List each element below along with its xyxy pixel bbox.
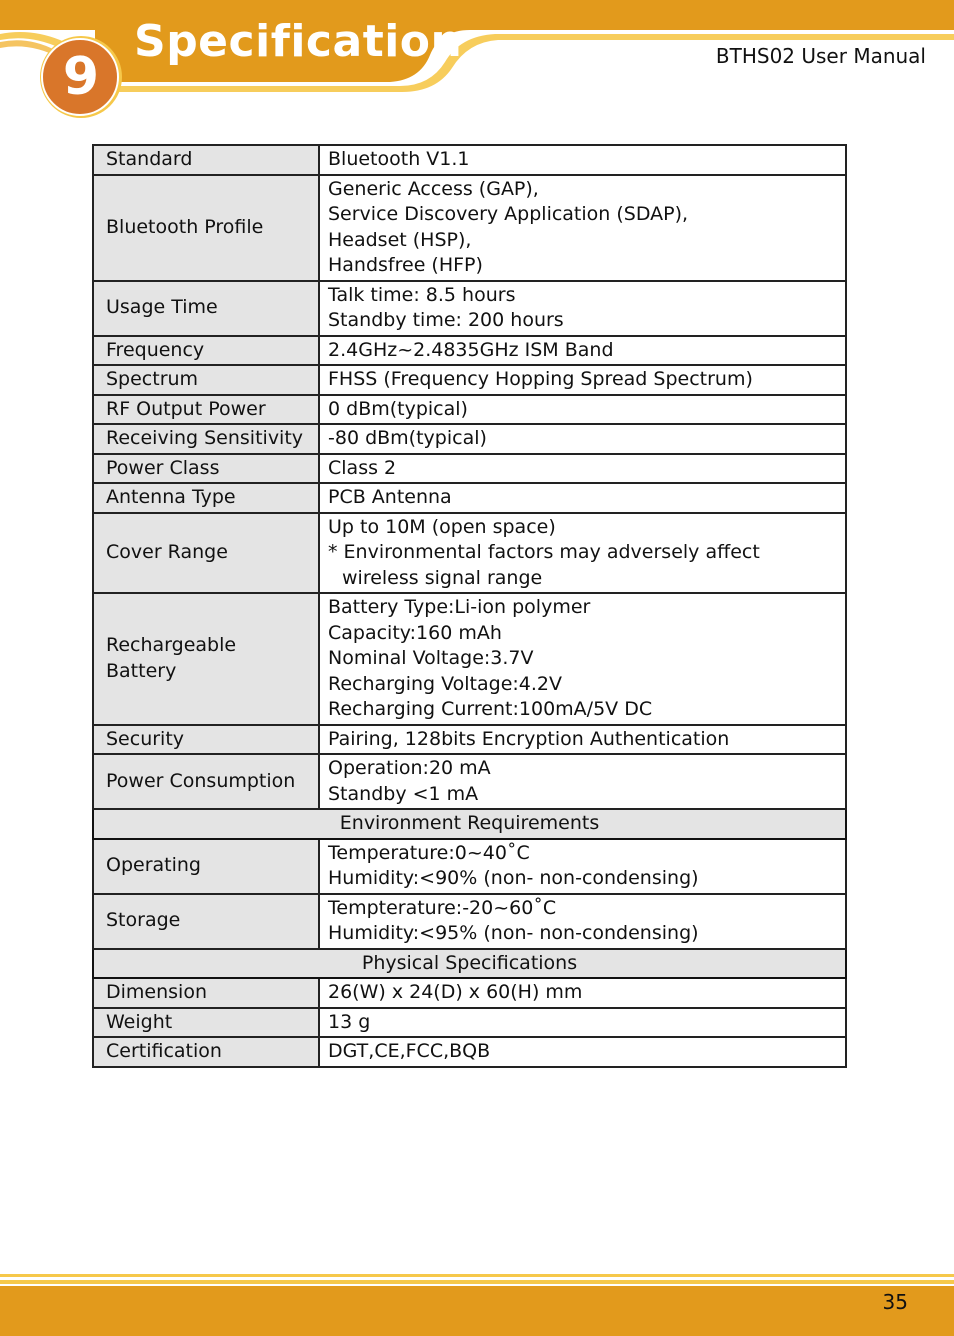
spec-value-line: Operation:20 mA	[328, 757, 491, 779]
spec-label	[93, 281, 319, 336]
spec-label	[93, 424, 319, 454]
spec-value-line: Recharging Current:100mA/5V DC	[328, 698, 653, 720]
spec-label-line: Antenna Type	[106, 486, 236, 508]
spec-label	[93, 593, 319, 725]
spec-value	[319, 725, 846, 755]
spec-row	[93, 365, 846, 395]
spec-row	[93, 1037, 846, 1067]
spec-row	[93, 839, 846, 894]
spec-label-line: Certification	[106, 1040, 222, 1062]
section-heading: Environment Requirements	[93, 809, 846, 839]
spec-label	[93, 395, 319, 425]
spec-label	[93, 145, 319, 175]
chapter-number-badge: 9	[62, 47, 100, 107]
spec-label-line: Rechargeable	[106, 634, 237, 657]
spec-value-line: Humidity:<90% (non- non-condensing)	[328, 867, 699, 889]
spec-value-line: 0 dBm(typical)	[328, 397, 468, 420]
spec-value	[319, 1037, 846, 1067]
spec-row	[93, 175, 846, 281]
spec-row	[93, 454, 846, 484]
spec-label	[93, 483, 319, 513]
spec-value-line: Up to 10M (open space)	[328, 515, 556, 538]
spec-row	[93, 593, 846, 725]
spec-value-line: Nominal Voltage:3.7V	[328, 647, 534, 669]
spec-row	[93, 894, 846, 949]
spec-label	[93, 454, 319, 484]
spec-label-line: Frequency	[106, 338, 205, 361]
spec-label-line: Spectrum	[106, 368, 199, 390]
spec-value-line: Recharging Voltage:4.2V	[328, 672, 563, 695]
spec-label-line: Battery	[106, 659, 177, 682]
spec-value	[319, 454, 846, 484]
spec-value-line: Capacity:160 mAh	[328, 621, 502, 644]
spec-value-line: Service Discovery Application (SDAP),	[328, 203, 689, 225]
spec-value-line: Talk time: 8.5 hours	[328, 283, 516, 306]
spec-value-line: -80 dBm(typical)	[328, 427, 487, 449]
spec-row	[93, 281, 846, 336]
spec-label-line: Usage Time	[106, 296, 218, 319]
spec-label	[93, 175, 319, 281]
spec-value	[319, 395, 846, 425]
spec-label-line: Weight	[106, 1010, 173, 1033]
spec-value-line: FHSS (Frequency Hopping Spread Spectrum)	[328, 368, 753, 390]
spec-row	[93, 978, 846, 1008]
spec-value-line: Temperature:0~40˚C	[328, 841, 530, 864]
spec-value	[319, 754, 846, 809]
spec-label-line: Power Consumption	[106, 769, 296, 792]
spec-value	[319, 336, 846, 366]
spec-label	[93, 1008, 319, 1038]
section-row	[93, 949, 846, 979]
spec-value	[319, 593, 846, 725]
spec-value-line: Standby time: 200 hours	[328, 309, 564, 331]
spec-label	[93, 894, 319, 949]
spec-value-line: Headset (HSP),	[328, 228, 472, 251]
spec-label	[93, 1037, 319, 1067]
spec-label-line: Dimension	[106, 981, 207, 1003]
spec-label-line: Security	[106, 727, 185, 750]
spec-value	[319, 175, 846, 281]
spec-row	[93, 754, 846, 809]
spec-value-line: DGT,CE,FCC,BQB	[328, 1040, 491, 1062]
spec-label-line: Standard	[106, 148, 193, 170]
manual-name: BTHS02 User Manual	[715, 44, 926, 68]
spec-value-line: Bluetooth V1.1	[328, 148, 470, 170]
spec-label	[93, 725, 319, 755]
spec-row	[93, 336, 846, 366]
spec-value-line: 13 g	[328, 1010, 371, 1033]
spec-label-line: Receiving Sensitivity	[106, 427, 304, 449]
spec-value-line: Class 2	[328, 456, 397, 479]
spec-value	[319, 145, 846, 175]
section-row	[93, 809, 846, 839]
spec-value-line: Tempterature:-20~60˚C	[328, 896, 557, 919]
spec-label	[93, 513, 319, 594]
spec-label	[93, 839, 319, 894]
spec-value	[319, 281, 846, 336]
spec-label-line: Operating	[106, 854, 201, 877]
spec-label-line: Cover Range	[106, 541, 228, 563]
spec-row	[93, 513, 846, 594]
spec-label	[93, 978, 319, 1008]
spec-value	[319, 483, 846, 513]
chapter-title: Specification	[134, 16, 463, 67]
footer-banner	[0, 1268, 954, 1336]
spec-row	[93, 483, 846, 513]
spec-value-line: Standby <1 mA	[328, 782, 479, 805]
page-number: 35	[882, 1290, 908, 1314]
spec-value-line: Humidity:<95% (non- non-condensing)	[328, 922, 699, 944]
spec-value	[319, 365, 846, 395]
spec-label-line: Bluetooth Profile	[106, 215, 264, 238]
spec-row	[93, 424, 846, 454]
spec-label-line: Power Class	[106, 456, 220, 479]
spec-row	[93, 395, 846, 425]
spec-value-line: * Environmental factors may adversely affect	[328, 541, 760, 563]
spec-value-line: Pairing, 128bits Encryption Authentication	[328, 727, 730, 750]
specification-table	[92, 144, 847, 1068]
spec-value-line: 26(W) x 24(D) x 60(H) mm	[328, 981, 583, 1003]
spec-value-line: Generic Access (GAP),	[328, 177, 539, 200]
spec-value	[319, 839, 846, 894]
spec-label	[93, 336, 319, 366]
spec-label	[93, 754, 319, 809]
spec-value-line: wireless signal range	[342, 566, 543, 589]
spec-row	[93, 145, 846, 175]
spec-value-line: 2.4GHz~2.4835GHz ISM Band	[328, 338, 614, 361]
spec-label-line: RF Output Power	[106, 397, 266, 420]
spec-row	[93, 1008, 846, 1038]
spec-value	[319, 978, 846, 1008]
spec-value-line: Handsfree (HFP)	[328, 254, 483, 276]
spec-value-line: PCB Antenna	[328, 486, 452, 508]
spec-value	[319, 894, 846, 949]
spec-label	[93, 365, 319, 395]
spec-row	[93, 725, 846, 755]
spec-value	[319, 1008, 846, 1038]
spec-value	[319, 424, 846, 454]
spec-value	[319, 513, 846, 594]
spec-value-line: Battery Type:Li-ion polymer	[328, 596, 591, 618]
spec-label-line: Storage	[106, 909, 181, 932]
section-heading: Physical Specifications	[93, 949, 846, 979]
